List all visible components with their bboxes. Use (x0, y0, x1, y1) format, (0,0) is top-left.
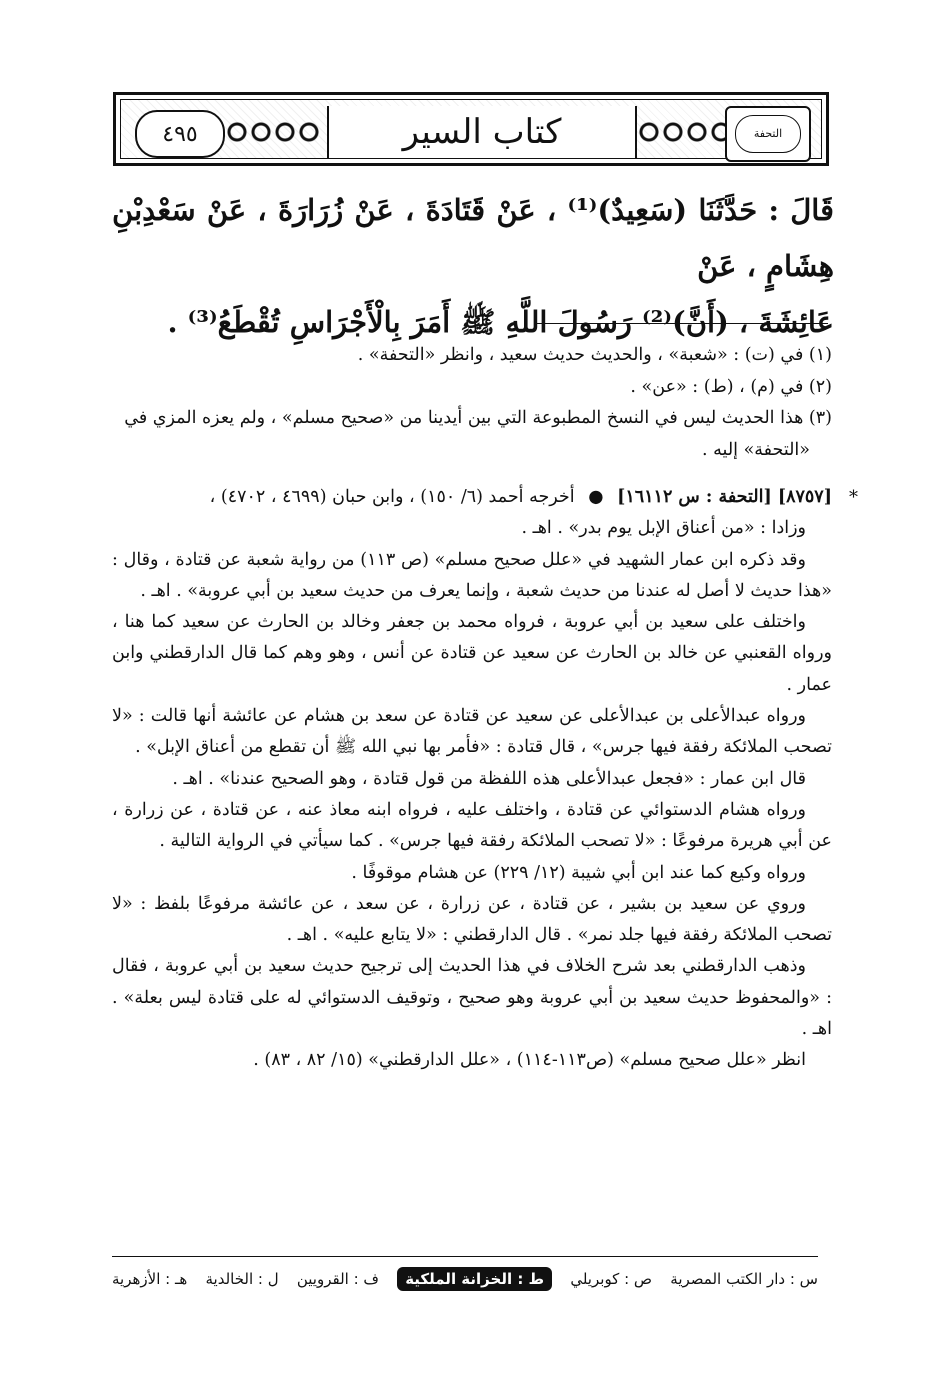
footnote-separator (534, 323, 828, 324)
header-ornament-frame (120, 99, 822, 159)
commentary-paragraph: قال ابن عمار : «فجعل عبدالأعلى هذه اللفظة من قول قتادة ، وهو الصحيح عندنا» . اهـ . (172, 768, 806, 789)
emblem-label: التحفة (735, 115, 801, 153)
manuscript-legend (112, 1262, 818, 1296)
footnote: (٣) هذا الحديث ليس في النسخ المطبوعة التي بين أيدينا من «صحيح مسلم» ، ولم يعزه المزي في (124, 408, 832, 428)
commentary-paragraph: ورواه هشام الدستوائي عن قتادة ، واختلف عليه ، فرواه ابنه معاذ عنه ، عن قتادة ، عن زرارة ، عن أبي هريرة مرفوعًا : «لا تصحب الملائكة رفقة فيها جرس» . كما سيأتي في الرواية التالية . (112, 799, 832, 852)
legend-item: س : دار الكتب المصرية (670, 1270, 818, 1288)
footnote: (٢) في (م) ، (ط) : «عن» . (630, 376, 832, 397)
chain-ornament-right (637, 120, 733, 144)
legend-item: ل : الخالدية (205, 1270, 279, 1288)
hadith-line: عَائِشَةَ ، (أَنَّ)⁽²⁾ رَسُولَ اللَّهِ ﷺ أَمَرَ بِالْأَجْرَاسِ تُقْطَعُ⁽³⁾ . (167, 305, 834, 339)
page-number: ٤٩٥ (135, 110, 225, 158)
commentary-paragraph: انظر «علل صحيح مسلم» (ص١١٣-١١٤) ، «علل الدارقطني» (١٥/ ٨٢ ، ٨٣) . (253, 1050, 806, 1071)
commentary (112, 482, 858, 1077)
commentary-paragraph: ورواه عبدالأعلى بن عبدالأعلى عن سعيد عن قتادة عن سعد بن هشام عن عائشة أنها قالت : «لا تصحب الملائكة رفقة فيها جرس» ، قال قتادة : «فأمر بها نبي الله ﷺ أن تقطع من أعناق الإبل» . (112, 706, 832, 758)
takhrij-text: أخرجه أحمد (٦/ ١٥٠) ، وابن حبان (٤٦٩٩ ، ٤٧٠٢) ، (209, 487, 575, 507)
hadith-text (112, 182, 834, 350)
legend-item-highlighted: ط : الخزانة الملكية (397, 1267, 552, 1291)
page-header (113, 92, 829, 166)
legend-item: هـ : الأزهرية (112, 1270, 188, 1288)
commentary-paragraph: وقد ذكره ابن عمار الشهيد في «علل صحيح مسلم» (ص ١١٣) من رواية شعبة عن قتادة ، وقال : «هذا حديث لا أصل له عندنا من حديث شعبة ، وإنما يعرف من حديث سعيد بن أبي عروبة» . اهـ . (112, 549, 832, 601)
hadith-number: [٨٧٥٧] [التحفة : س ١٦١١٢] (617, 487, 832, 507)
bullet-icon: ● (588, 487, 604, 507)
legend-item: ف : القرويين (296, 1270, 379, 1288)
commentary-paragraph: وزادا : «من أعناق الإبل يوم بدر» . اهـ . (521, 518, 806, 539)
takhrij-header (112, 482, 858, 513)
commentary-paragraph: ورواه وكيع كما عند ابن أبي شيبة (١٢/ ٢٢٩) عن هشام موقوفًا . (351, 862, 806, 883)
commentary-paragraph: واختلف على سعيد بن أبي عروبة ، فرواه محمد بن جعفر وخالد بن الحارث عن سعيد كما هنا ، ورواه القعنبي عن خالد بن الحارث عن سعيد عن قتادة عن أنس ، وهو وهم كما قال الدارقطني وابن عمار . (112, 612, 832, 695)
commentary-paragraph: وذهب الدارقطني بعد شرح الخلاف في هذا الحديث إلى ترجيح حديث سعيد بن أبي عروبة ، فقال : «والمحفوظ حديث سعيد بن أبي عروبة وهو صحيح ، وتوقيف الدستوائي له على قتادة ليس بعلة» . اهـ . (112, 956, 832, 1040)
legend-item: ص : كوبريلي (570, 1270, 653, 1288)
chain-ornament-left (225, 120, 321, 144)
footnote: «التحفة» إليه . (702, 439, 810, 460)
book-title: كتاب السير (327, 106, 637, 158)
publisher-emblem (725, 106, 811, 162)
footnotes (112, 340, 832, 466)
star-marker: * (849, 487, 858, 508)
hadith-line: قَالَ : حَدَّثَنَا (سَعِيدٌ)⁽¹⁾ ، عَنْ قَتَادَةَ ، عَنْ زُرَارَةَ ، عَنْ سَعْدِبْنِ هِشَامٍ ، عَنْ (112, 193, 835, 283)
commentary-paragraph: وروي عن سعيد بن بشير ، عن قتادة ، عن زرارة ، عن سعد ، عن عائشة مرفوعًا بلفظ : «لا تصحب الملائكة رفقة فيها جلد نمر» . قال الدارقطني : «لا يتابع عليه» . اهـ . (112, 893, 832, 946)
legend-separator (112, 1256, 818, 1257)
footnote: (١) في (ت) : «شعبة» ، والحديث حديث سعيد ، وانظر «التحفة» . (357, 345, 832, 365)
